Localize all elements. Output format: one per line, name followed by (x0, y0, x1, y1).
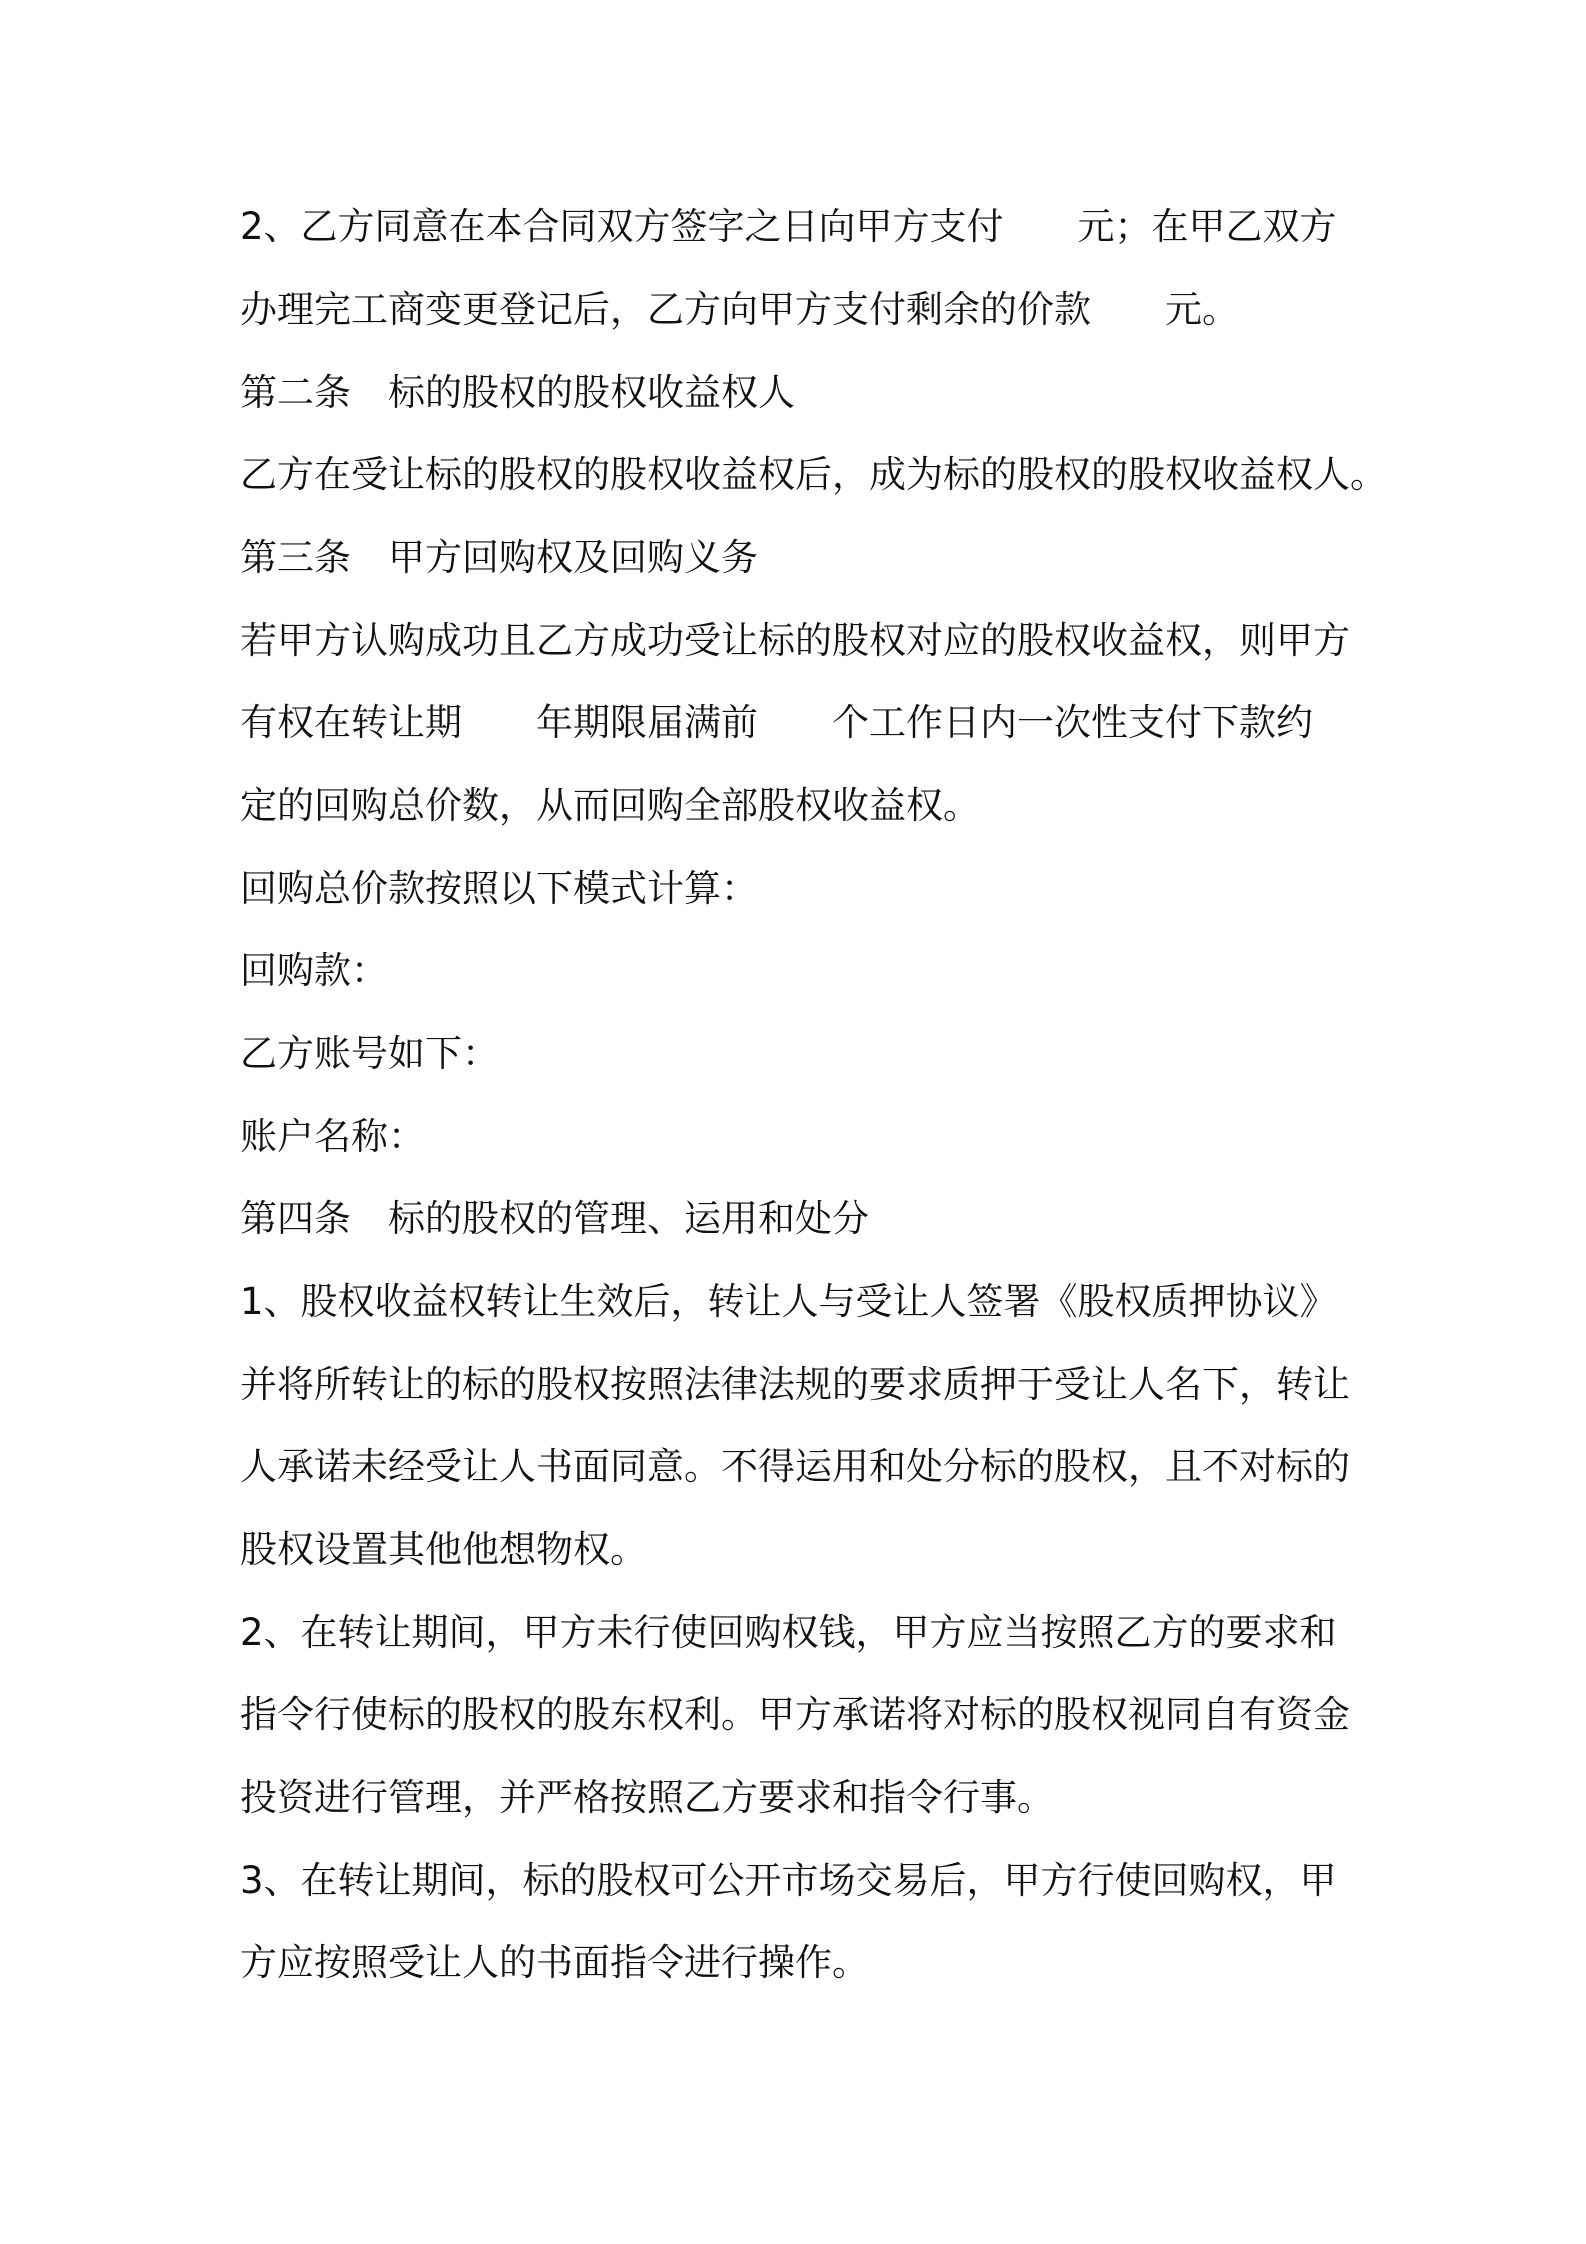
text-line: 股权设置其他他想物权。 (240, 1528, 647, 1571)
section-heading: 第二条 标的股权的股权收益权人 (240, 371, 795, 414)
text-line: 指令行使标的股权的股东权利。甲方承诺将对标的股权视同自有资金 (240, 1693, 1350, 1736)
text-line: 投资进行管理，并严格按照乙方要求和指令行事。 (240, 1776, 1054, 1819)
text-line: 2、乙方同意在本合同双方签字之日向甲方支付 元；在甲乙双方 (240, 205, 1337, 248)
text-line: 乙方账号如下： (240, 1032, 499, 1075)
text-line: 账户名称： (240, 1115, 425, 1158)
text-line: 3、在转让期间，标的股权可公开市场交易后，甲方行使回购权，甲 (240, 1859, 1337, 1902)
text-line: 若甲方认购成功且乙方成功受让标的股权对应的股权收益权，则甲方 (240, 619, 1350, 662)
text-line: 办理完工商变更登记后，乙方向甲方支付剩余的价款 元。 (240, 288, 1239, 331)
text-line: 并将所转让的标的股权按照法律法规的要求质押于受让人名下，转让 (240, 1363, 1350, 1406)
section-heading: 第三条 甲方回购权及回购义务 (240, 536, 758, 579)
text-line: 乙方在受让标的股权的股权收益权后，成为标的股权的股权收益权人。 (240, 453, 1387, 496)
text-line: 人承诺未经受让人书面同意。不得运用和处分标的股权，且不对标的 (240, 1445, 1350, 1488)
text-line: 回购款： (240, 949, 388, 992)
text-line: 1、股权收益权转让生效后，转让人与受让人签署《股权质押协议》 (240, 1280, 1337, 1323)
text-line: 定的回购总价数，从而回购全部股权收益权。 (240, 784, 980, 827)
text-line: 方应按照受让人的书面指令进行操作。 (240, 1941, 869, 1984)
section-heading: 第四条 标的股权的管理、运用和处分 (240, 1197, 869, 1240)
text-line: 2、在转让期间，甲方未行使回购权钱，甲方应当按照乙方的要求和 (240, 1611, 1337, 1654)
text-line: 有权在转让期 年期限届满前 个工作日内一次性支付下款约 (240, 701, 1313, 744)
text-line: 回购总价款按照以下模式计算： (240, 867, 758, 910)
